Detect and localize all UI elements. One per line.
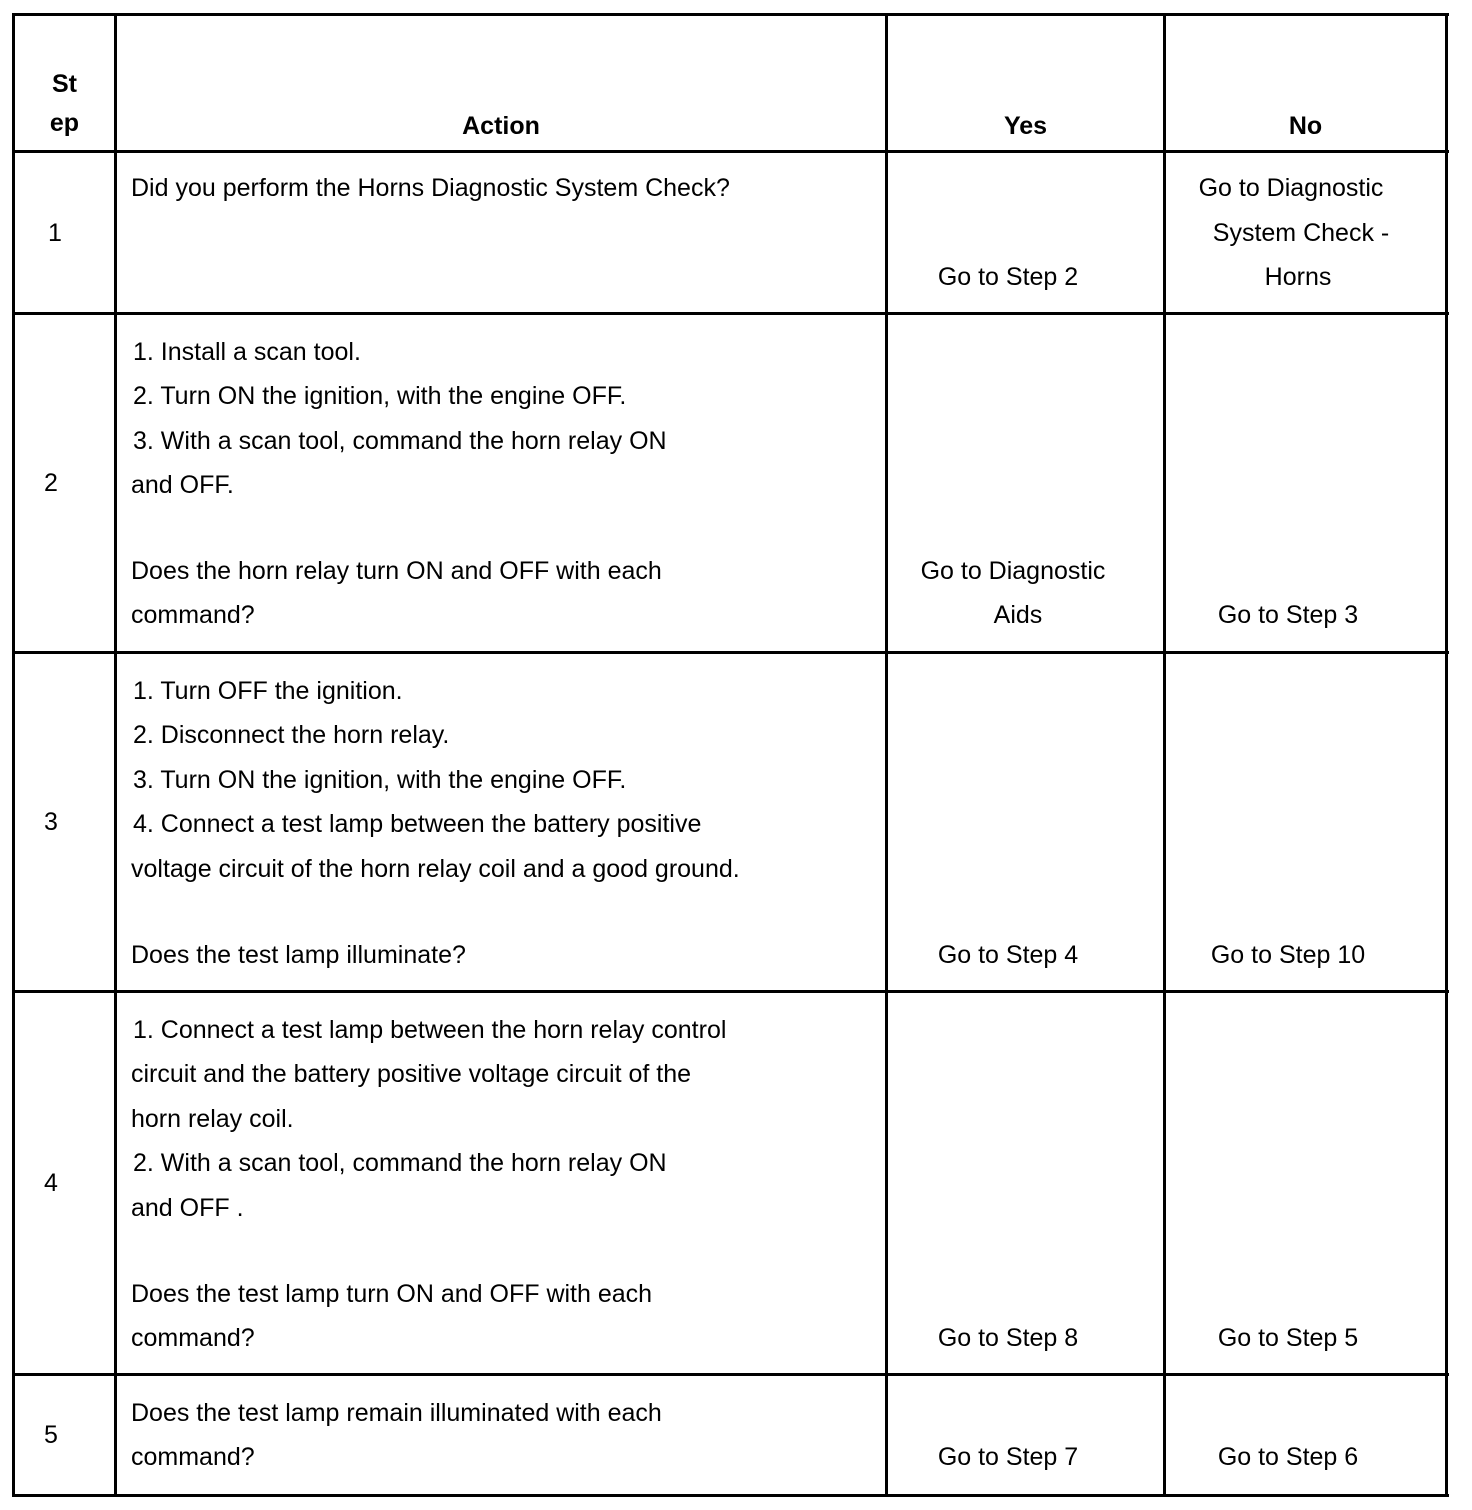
yes-line: Go to Step 2 [937,263,1079,291]
action-line: 1. Turn OFF the ignition. [133,677,403,705]
yes-line: Go to Step 4 [937,941,1079,969]
action-line: circuit and the battery positive voltage circuit of the [131,1060,692,1088]
row-divider-header [12,150,1449,153]
action-line: 2. With a scan tool, command the horn relay ON [133,1149,667,1177]
yes-line: Go to Step 8 [937,1324,1079,1352]
table-border-right [1445,13,1448,1497]
row-divider-1 [12,312,1449,315]
step-number: 2 [44,469,58,497]
header-step-line1: St [52,70,77,98]
no-line: Go to Step 3 [1217,601,1359,629]
no-line: Horns [1264,263,1332,291]
action-line: horn relay coil. [131,1105,294,1133]
column-divider-step [114,13,117,1497]
row-divider-3 [12,990,1449,993]
action-line: command? [131,1324,255,1352]
yes-line: Go to Diagnostic [920,557,1106,585]
step-number: 1 [48,219,62,247]
yes-line: Aids [993,601,1043,629]
header-yes: Yes [1003,112,1048,140]
action-line: 4. Connect a test lamp between the battery positive [133,810,702,838]
no-line: System Check - [1212,219,1390,247]
no-line: Go to Diagnostic [1198,174,1384,202]
action-line: and OFF. [131,471,234,499]
action-line: 3. With a scan tool, command the horn relay ON [133,427,667,455]
table-border-top [12,13,1449,16]
step-number: 3 [44,808,58,836]
no-line: Go to Step 5 [1217,1324,1359,1352]
table-border-left [12,13,15,1497]
header-no: No [1288,112,1323,140]
table-border-bottom [12,1494,1449,1497]
action-line: voltage circuit of the horn relay coil and a good ground. [131,855,740,883]
action-line: command? [131,601,255,629]
header-step [12,65,117,143]
step-number: 5 [44,1421,58,1449]
column-divider-action [885,13,888,1497]
row-divider-4 [12,1373,1449,1376]
action-line: 1. Install a scan tool. [133,338,361,366]
action-line: 2. Disconnect the horn relay. [133,721,450,749]
row-divider-2 [12,651,1449,654]
column-divider-yes [1163,13,1166,1497]
header-action: Action [462,112,540,140]
diagnostic-table [12,13,1449,1497]
step-number: 4 [44,1169,58,1197]
action-line: Does the test lamp turn ON and OFF with each [131,1280,653,1308]
action-line: 1. Connect a test lamp between the horn relay control [133,1016,727,1044]
action-line: 2. Turn ON the ignition, with the engine OFF. [133,382,627,410]
action-line: Does the test lamp illuminate? [131,941,466,969]
header-step-line2: ep [49,109,80,137]
action-line: 3. Turn ON the ignition, with the engine OFF. [133,766,627,794]
no-line: Go to Step 6 [1217,1443,1359,1471]
action-line: Does the test lamp remain illuminated with each [131,1399,662,1427]
action-line: command? [131,1443,255,1471]
no-line: Go to Step 10 [1210,941,1366,969]
yes-line: Go to Step 7 [937,1443,1079,1471]
action-line: Does the horn relay turn ON and OFF with each [131,557,662,585]
action-line: Did you perform the Horns Diagnostic System Check? [131,174,730,202]
action-line: and OFF . [131,1194,244,1222]
